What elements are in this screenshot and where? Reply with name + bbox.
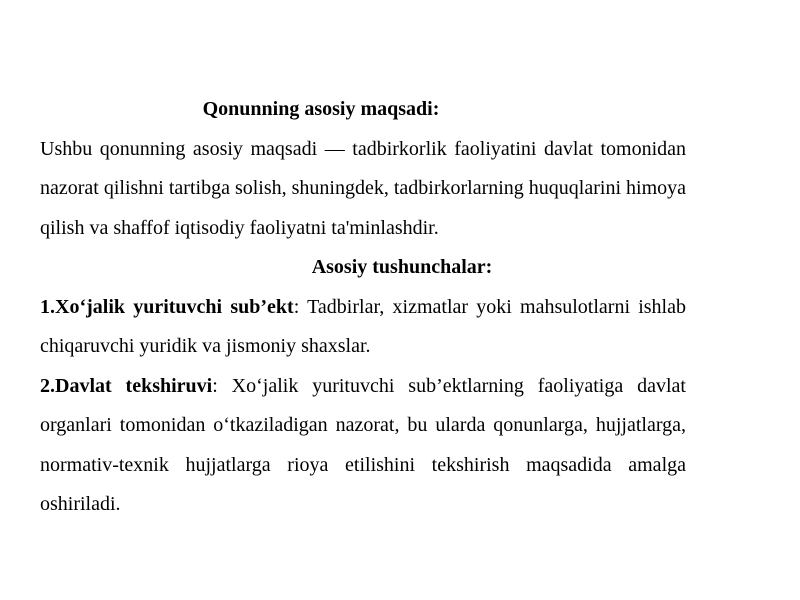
definition-term-2: 2.Davlat tekshiruvi	[40, 374, 213, 397]
definition-term-1: 1.Xo‘jalik yurituvchi sub’ekt	[40, 295, 294, 318]
definition-separator-1: :	[293, 295, 300, 318]
definition-text-2: Xo‘jalik yurituvchi sub’ektlarning faoliyatiga davlat organlari tomonidan o‘tkaziladigan nazorat, bu ularda qonunlarga, hujjatlarga, normativ-texnik hujjatlarga rioya etilishini tekshirish maqsadida amalga oshiriladi.	[40, 374, 686, 515]
document-page	[40, 90, 686, 525]
definition-text-1: Tadbirlar, xizmatlar yoki mahsulotlarni ishlab chiqaruvchi yuridik va jismoniy shaxslar.	[40, 295, 686, 357]
purpose-paragraph: Ushbu qonunning asosiy maqsadi — tadbirkorlik faoliyatini davlat tomonidan nazorat qilishni tartibga solish, shuningdek, tadbirkorlarning huquqlarini himoya qilish va shaffof iqtisodiy faoliyatni ta'minlashdir.	[40, 137, 686, 239]
purpose-heading: Qonunning asosiy maqsadi:	[202, 98, 440, 120]
definition-item-2	[40, 367, 686, 525]
definition-item-1	[40, 288, 686, 367]
definition-separator-2: :	[212, 374, 218, 397]
concepts-heading: Asosiy tushunchalar:	[311, 256, 493, 278]
